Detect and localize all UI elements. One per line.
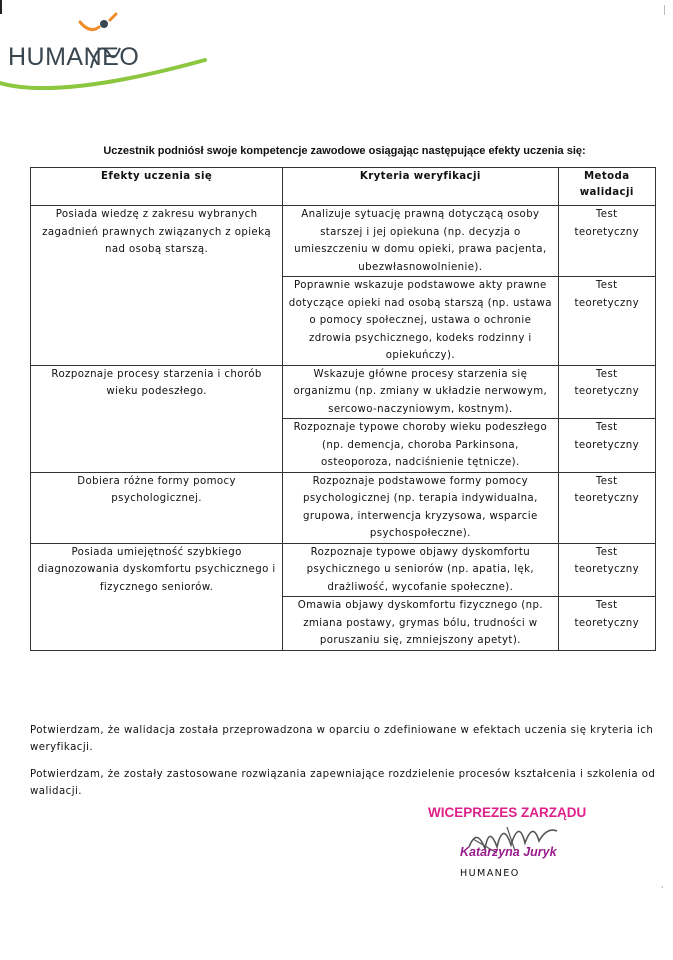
criterion-cell: Poprawnie wskazuje podstawowe akty prawne dotyczące opieki nad osobą starszą (np. ustawa o pomocy społecznej, ustawa o ochronie zdrowia psychicznego, kodeks rodzinny i opiekuńczy). — [283, 277, 558, 366]
criterion-cell: Rozpoznaje typowe objawy dyskomfortu psychicznego u seniorów (np. apatia, lęk, drażliwość, wycofanie społeczne). — [283, 543, 558, 597]
method-cell: Test teoretyczny — [558, 277, 655, 366]
stamp-title: WICEPREZES ZARZĄDU — [428, 805, 587, 820]
method-cell: Test teoretyczny — [558, 206, 655, 277]
method-cell: Test teoretyczny — [558, 597, 655, 651]
effect-cell: Rozpoznaje procesy starzenia i chorób wieku podeszłego. — [31, 365, 283, 472]
method-cell: Test teoretyczny — [558, 472, 655, 543]
table-row — [31, 543, 656, 597]
criterion-cell: Rozpoznaje typowe choroby wieku podeszłego (np. demencja, choroba Parkinsona, osteoporoza, nadciśnienie tętnicze). — [283, 419, 558, 473]
table-row — [31, 472, 656, 543]
company-name: HUMANEO — [460, 868, 520, 879]
effect-cell: Dobiera różne formy pomocy psychologicznej. — [31, 472, 283, 543]
logo-wordmark: HUMANEO — [8, 43, 140, 71]
column-header-method: Metoda walidacji — [558, 168, 655, 206]
method-cell: Test teoretyczny — [558, 419, 655, 473]
criterion-cell: Wskazuje główne procesy starzenia się organizmu (np. zmiany w układzie nerwowym, sercowo-naczyniowym, kostnym). — [283, 365, 558, 419]
scan-edge-mark — [664, 5, 665, 15]
column-header-criteria: Kryteria weryfikacji — [283, 168, 558, 206]
criterion-cell: Omawia objawy dyskomfortu fizycznego (np. zmiana postawy, grymas bólu, trudności w poruszaniu się, zmniejszony apetyt). — [283, 597, 558, 651]
statement-validation-criteria: Potwierdzam, że walidacja została przeprowadzona w oparciu o zdefiniowane w efektach uczenia się kryteria ich weryfikacji. — [30, 725, 654, 753]
learning-outcomes-table — [30, 167, 656, 651]
intro-heading: Uczestnik podniósł swoje kompetencje zawodowe osiągając następujące efekty uczenia się: — [103, 145, 586, 157]
signature-stamp — [412, 805, 612, 877]
table-row — [31, 365, 656, 419]
scan-artifact: ‚ — [661, 880, 664, 889]
table-row — [31, 206, 656, 277]
effect-cell: Posiada wiedzę z zakresu wybranych zagadnień prawnych związanych z opieką nad osobą starszą. — [31, 206, 283, 366]
method-cell: Test teoretyczny — [558, 543, 655, 597]
humaneo-logo — [0, 0, 215, 100]
criterion-cell: Analizuje sytuację prawną dotyczącą osoby starszej i jej opiekuna (np. decyzja o umieszczeniu w domu opieki, prawa pacjenta, ubezwłasnowolnienie). — [283, 206, 558, 277]
column-header-effects: Efekty uczenia się — [31, 168, 283, 206]
signer-name: Katarzyna Juryk — [460, 845, 557, 859]
table-header-row — [31, 168, 656, 206]
criterion-cell: Rozpoznaje podstawowe formy pomocy psychologicznej (np. terapia indywidualna, grupowa, interwencja kryzysowa, wsparcie psychospołeczne). — [283, 472, 558, 543]
statement-process-separation: Potwierdzam, że zostały zastosowane rozwiązania zapewniające rozdzielenie procesów kształcenia i szkolenia od walidacji. — [30, 769, 656, 797]
effect-cell: Posiada umiejętność szybkiego diagnozowania dyskomfortu psychicznego i fizycznego seniorów. — [31, 543, 283, 650]
method-cell: Test teoretyczny — [558, 365, 655, 419]
